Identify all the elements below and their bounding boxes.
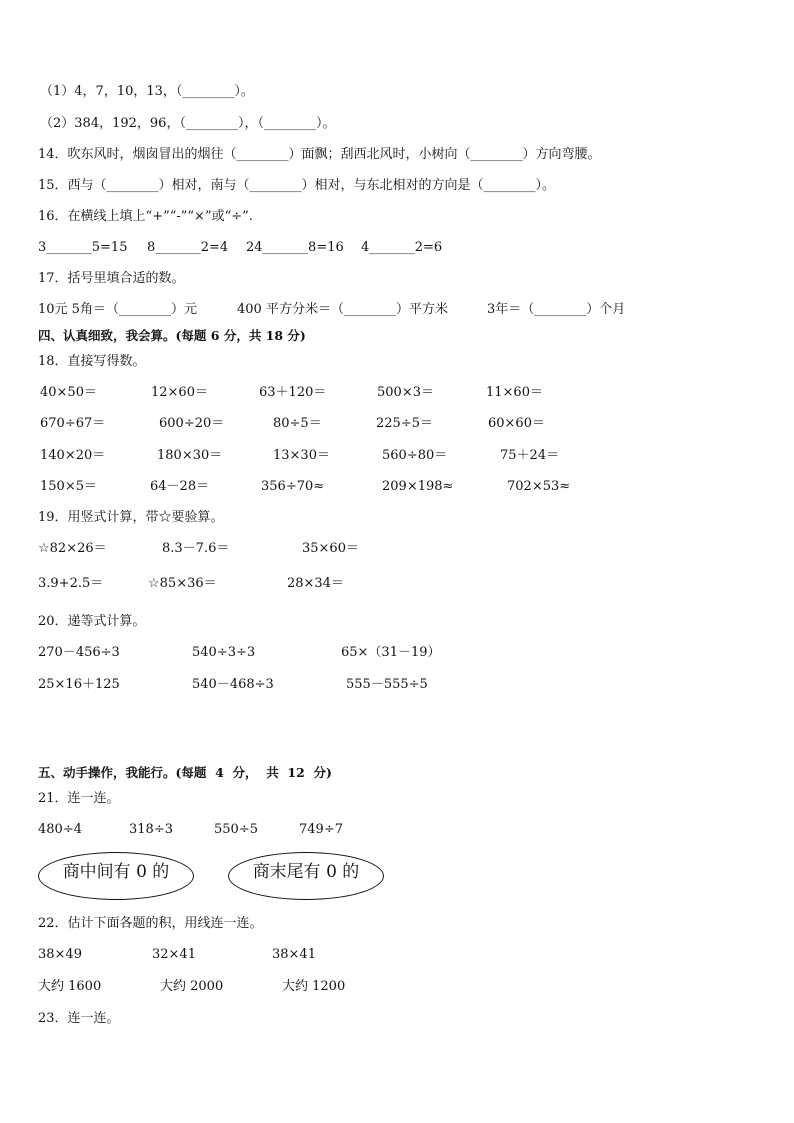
q19-cell: ☆82×26＝ xyxy=(38,541,107,556)
q18-cell: 64－28＝ xyxy=(150,479,210,494)
q22-item: 38×41 xyxy=(272,947,316,962)
q21-item: 480÷4 xyxy=(38,822,82,837)
q20-cell: 25×16＋125 xyxy=(38,677,120,692)
q16-item: 3_______5=15 xyxy=(38,240,128,255)
q18-cell: 140×20＝ xyxy=(40,448,106,463)
q17-item: 10元 5角＝（________）元 xyxy=(38,302,197,317)
answer-oval-label: 商中间有 0 的 xyxy=(62,861,170,882)
q22-item: 32×41 xyxy=(152,947,196,962)
q18-cell: 12×60＝ xyxy=(151,385,208,400)
q18-cell: 60×60＝ xyxy=(488,416,545,431)
q20-cell: 540÷3÷3 xyxy=(192,645,256,660)
q18-cell: 150×5＝ xyxy=(40,479,97,494)
q21-item: 550÷5 xyxy=(214,822,258,837)
q22-title: 22．估计下面各题的积，用线连一连。 xyxy=(38,916,263,931)
section-heading: 五、动手操作，我能行。(每题 4 分， 共 12 分) xyxy=(38,765,332,780)
q20-cell: 555－555÷5 xyxy=(346,677,428,692)
q19-cell: 8.3－7.6＝ xyxy=(162,541,230,556)
q16-item: 24_______8=16 xyxy=(246,240,344,255)
q18-cell: 13×30＝ xyxy=(273,448,330,463)
q17-item: 3年＝（________）个月 xyxy=(487,302,626,317)
q18-cell: 702×53≈ xyxy=(507,479,571,494)
q19-title: 19．用竖式计算，带☆要验算。 xyxy=(38,510,224,525)
q18-cell: 180×30＝ xyxy=(157,448,223,463)
q21-item: 318÷3 xyxy=(129,822,173,837)
answer-oval[interactable] xyxy=(228,852,384,900)
q18-cell: 80÷5＝ xyxy=(273,416,322,431)
q20-cell: 270－456÷3 xyxy=(38,645,120,660)
q15-text: 15．西与（________）相对，南与（________）相对，与东北相对的方向是（________）。 xyxy=(38,178,556,193)
q19-cell: 35×60＝ xyxy=(302,541,359,556)
q14-text: 14．吹东风时，烟囱冒出的烟往（________）面飘；刮西北风时，小树向（________）方向弯腰。 xyxy=(38,147,601,162)
q22-answer: 大约 1600 xyxy=(38,979,102,994)
q18-cell: 356÷70≈ xyxy=(261,479,325,494)
q21-title: 21．连一连。 xyxy=(38,791,120,806)
section-heading: 四、认真细致，我会算。(每题 6 分，共 18 分) xyxy=(38,328,306,343)
q20-title: 20．递等式计算。 xyxy=(38,614,146,629)
q16-title: 16．在横线上填上“+”“-”“×”或“÷”. xyxy=(38,209,253,224)
q18-title: 18．直接写得数。 xyxy=(38,354,146,369)
q22-item: 38×49 xyxy=(38,947,82,962)
q18-cell: 500×3＝ xyxy=(377,385,434,400)
q18-cell: 600÷20＝ xyxy=(159,416,225,431)
q23-title: 23．连一连。 xyxy=(38,1011,120,1026)
q18-cell: 225÷5＝ xyxy=(376,416,433,431)
q16-item: 4_______2=6 xyxy=(361,240,443,255)
q18-cell: 560÷80＝ xyxy=(382,448,448,463)
q17-item: 400 平方分米＝（________）平方米 xyxy=(237,302,448,317)
answer-oval[interactable] xyxy=(38,852,194,900)
q22-answer: 大约 2000 xyxy=(160,979,224,994)
q22-answer: 大约 1200 xyxy=(282,979,346,994)
q18-cell: 11×60＝ xyxy=(486,385,543,400)
q19-cell: 28×34＝ xyxy=(287,576,344,591)
q17-title: 17．括号里填合适的数。 xyxy=(38,271,185,286)
answer-oval-label: 商末尾有 0 的 xyxy=(252,861,360,882)
q13-line1: （1）4，7，10，13，（________）。 xyxy=(40,84,254,99)
q18-cell: 75＋24＝ xyxy=(500,448,560,463)
q18-cell: 209×198≈ xyxy=(382,479,454,494)
q18-cell: 670÷67＝ xyxy=(40,416,106,431)
q18-cell: 63＋120＝ xyxy=(259,385,327,400)
q20-cell: 65×（31－19） xyxy=(341,645,441,660)
q20-cell: 540－468÷3 xyxy=(192,677,274,692)
q19-cell: 3.9+2.5＝ xyxy=(38,576,104,591)
q13-line2: （2）384，192，96，（________），（________）。 xyxy=(40,116,336,131)
q19-cell: ☆85×36＝ xyxy=(148,576,217,591)
q21-item: 749÷7 xyxy=(299,822,343,837)
q18-cell: 40×50＝ xyxy=(40,385,97,400)
q16-item: 8_______2=4 xyxy=(147,240,229,255)
